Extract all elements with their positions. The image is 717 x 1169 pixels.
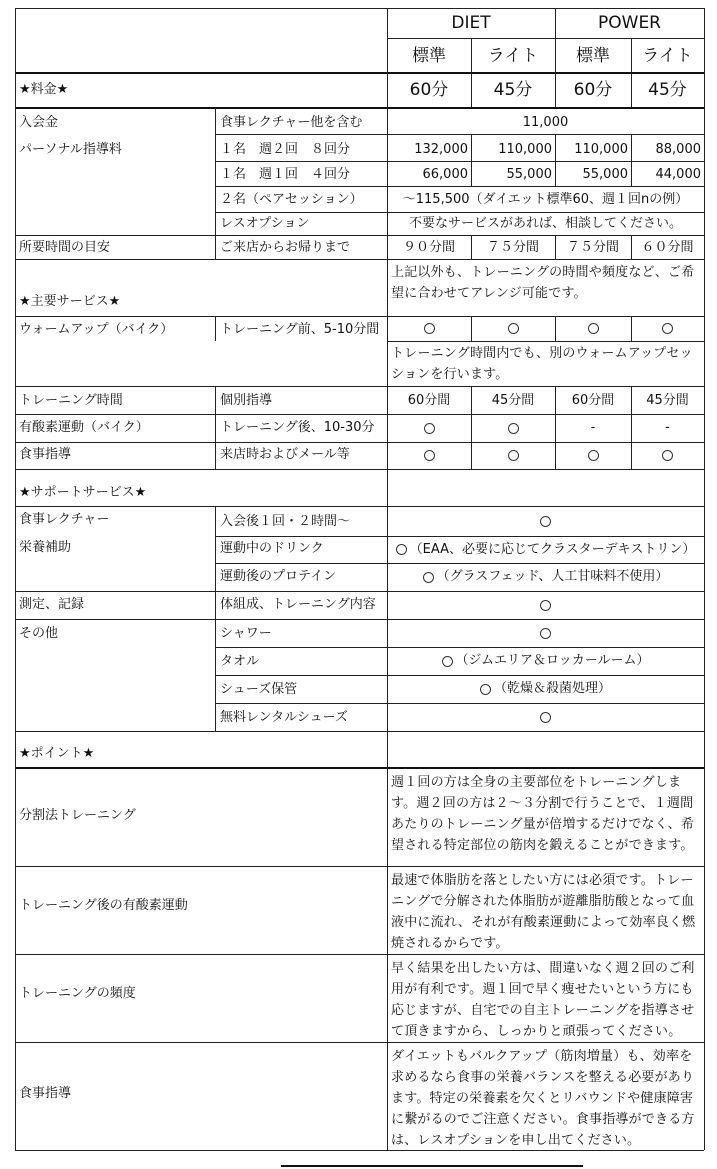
duration-guide-value: ９０分間 bbox=[402, 240, 455, 255]
rule bbox=[387, 38, 704, 39]
header-diet: DIET bbox=[451, 13, 491, 33]
rule bbox=[15, 386, 704, 387]
duration-guide-desc: ご来店からお帰りまで bbox=[220, 240, 351, 255]
rule bbox=[15, 414, 704, 415]
training-time-value: 60分間 bbox=[571, 393, 615, 408]
included-mark bbox=[471, 316, 555, 341]
training-time-value: 45分間 bbox=[646, 393, 689, 408]
duration-guide-value: ６０分間 bbox=[641, 240, 694, 255]
aerobic-label: 有酸素運動（バイク） bbox=[19, 420, 149, 435]
fee-value: 88,000 bbox=[655, 142, 701, 157]
warmup-note: トレーニング時間内でも、別のウォームアップセッションを行います。 bbox=[391, 346, 693, 382]
pair-session-desc: ２名（ペアセッション） bbox=[220, 192, 363, 207]
protein-value-cell bbox=[387, 563, 704, 591]
rule bbox=[215, 186, 704, 187]
included-mark bbox=[442, 656, 453, 667]
rule bbox=[15, 72, 704, 74]
drink-desc: 運動中のドリンク bbox=[220, 541, 324, 556]
towel-desc: タオル bbox=[220, 654, 260, 669]
aerobic-desc: トレーニング後、10-30分 bbox=[220, 420, 375, 435]
lecture-label: 食事レクチャー bbox=[19, 512, 110, 527]
fee-value: 110,000 bbox=[574, 142, 628, 157]
included-mark bbox=[387, 442, 471, 469]
fee-value: 55,000 bbox=[582, 167, 628, 182]
not-included-mark: - bbox=[665, 420, 670, 435]
header-diet-lite: ライト bbox=[487, 46, 539, 66]
rule bbox=[15, 767, 704, 769]
header-power-standard: 標準 bbox=[576, 46, 610, 66]
protein-desc: 運動後のプロテイン bbox=[220, 569, 337, 584]
nutrition-label: 栄養補助 bbox=[19, 540, 72, 555]
protein-value: （グラスフェッド、人工甘味料不使用） bbox=[436, 569, 669, 584]
rule bbox=[215, 107, 216, 135]
rental-shoes-desc: 無料レンタルシューズ bbox=[220, 710, 348, 725]
included-mark bbox=[480, 684, 491, 695]
measure-desc: 体組成、トレーニング内容 bbox=[220, 597, 376, 612]
shoes-value-cell bbox=[387, 675, 704, 703]
point-label: トレーニングの頻度 bbox=[19, 986, 136, 1001]
fee-value: 66,000 bbox=[422, 167, 468, 182]
included-mark bbox=[387, 703, 704, 731]
drink-value: （EAA、必要に応じてクラスターデキストリン） bbox=[409, 541, 696, 557]
point-text: 最速で体脂肪を落としたい方には必須です。トレーニングで分解された体脂肪が遊離脂肪酸となって血液中に流れ、それが有酸素運動によって効率良く燃焼されるからです。 bbox=[391, 873, 696, 951]
duration-diet-lite: 45分 bbox=[493, 80, 533, 100]
included-mark bbox=[555, 442, 631, 469]
rule bbox=[215, 134, 216, 235]
section-fee: ★料金★ bbox=[19, 82, 69, 97]
point-label: 食事指導 bbox=[19, 1086, 72, 1101]
included-mark bbox=[423, 572, 434, 583]
header-power: POWER bbox=[598, 13, 661, 33]
point-label: 分割法トレーニング bbox=[19, 808, 136, 823]
rule bbox=[215, 235, 216, 259]
included-mark bbox=[387, 506, 704, 536]
section-main-services: ★主要サービス★ bbox=[19, 294, 121, 309]
fee-value: 55,000 bbox=[506, 167, 552, 182]
measure-label: 測定、記録 bbox=[19, 597, 85, 612]
shoes-value: （乾燥＆殺菌処理） bbox=[493, 681, 611, 696]
section-points: ★ポイント★ bbox=[19, 746, 95, 761]
rule bbox=[15, 235, 704, 236]
rule bbox=[15, 866, 704, 867]
rule bbox=[215, 506, 216, 731]
diet-guidance-desc: 来店時およびメール等 bbox=[220, 447, 350, 462]
rule bbox=[387, 341, 704, 342]
included-mark bbox=[555, 316, 631, 341]
footer-divider bbox=[281, 1165, 583, 1167]
included-mark bbox=[387, 591, 704, 619]
duration-guide-label: 所要時間の目安 bbox=[19, 240, 111, 255]
price-table bbox=[15, 8, 704, 1150]
header-power-lite: ライト bbox=[642, 46, 693, 66]
rule bbox=[15, 1042, 704, 1043]
point-text: ダイエットもバルクアップ（筋肉増量）も、効率を求めるなら食事の栄養バランスを整える必要があります。特定の栄養素を欠くとリバウンドや健康障害に繋がるのでご注意ください。食事指導ができる方は、レスオプションを申し出てください。 bbox=[391, 1049, 695, 1148]
fee-value: 110,000 bbox=[498, 142, 552, 157]
warmup-desc: トレーニング前、5-10分間 bbox=[220, 322, 380, 337]
fee-row-desc: １名 週２回 ８回分 bbox=[220, 142, 351, 157]
shower-desc: シャワー bbox=[220, 626, 272, 641]
rule bbox=[215, 386, 216, 469]
training-time-value: 60分間 bbox=[407, 393, 451, 408]
fee-value: 132,000 bbox=[414, 142, 468, 157]
point-text: 週１回の方は全身の主要部位をトレーニングします。週２回の方は２〜３分割で行うことで、１週間あたりのトレーニング量が倍増するだけでなく、希望される特定部位の筋肉を鍛えることができます。 bbox=[391, 775, 695, 853]
duration-guide-value: ７５分間 bbox=[566, 240, 619, 255]
point-label: トレーニング後の有酸素運動 bbox=[19, 898, 188, 913]
lecture-desc: 入会後１回・２時間〜 bbox=[220, 514, 351, 529]
included-mark bbox=[387, 619, 704, 647]
duration-power-standard: 60分 bbox=[573, 80, 613, 100]
header-diet-standard: 標準 bbox=[412, 46, 446, 66]
rule bbox=[15, 731, 704, 732]
drink-value-cell bbox=[387, 536, 704, 563]
rule bbox=[15, 107, 704, 109]
included-mark bbox=[396, 544, 407, 555]
rule bbox=[215, 316, 216, 341]
entry-fee-label: 入会金 bbox=[19, 115, 59, 130]
training-time-label: トレーニング時間 bbox=[19, 393, 123, 408]
personal-fee-label: パーソナル指導料 bbox=[19, 142, 122, 157]
entry-fee-desc: 食事レクチャー他を含む bbox=[220, 115, 363, 130]
rule bbox=[15, 8, 16, 1150]
rule bbox=[15, 469, 704, 470]
not-included-mark: - bbox=[590, 420, 596, 435]
included-mark bbox=[631, 316, 704, 341]
warmup-label: ウォームアップ（バイク） bbox=[19, 322, 174, 337]
included-mark bbox=[631, 442, 704, 469]
less-option-value: 不要なサービスがあれば、相談してください。 bbox=[408, 216, 682, 231]
less-option-desc: レスオプション bbox=[220, 216, 310, 231]
included-mark bbox=[471, 414, 555, 442]
included-mark bbox=[471, 442, 555, 469]
pair-session-value: ～115,500（ダイエット標準60、週１回nの例） bbox=[402, 192, 689, 207]
towel-value: （ジムエリア＆ロッカールーム） bbox=[455, 653, 650, 668]
section-support-services: ★サポートサービス★ bbox=[19, 485, 147, 500]
fee-row-desc: １名 週１回 ４回分 bbox=[220, 167, 351, 182]
included-mark bbox=[387, 414, 471, 442]
rule bbox=[15, 954, 704, 955]
duration-power-lite: 45分 bbox=[648, 80, 687, 100]
fee-value: 44,000 bbox=[655, 167, 701, 182]
duration-diet-standard: 60分 bbox=[409, 80, 449, 100]
included-mark bbox=[387, 316, 471, 341]
arrangement-note: 上記以外も、トレーニングの時間や頻度など、ご希望に合わせてアレンジ可能です。 bbox=[391, 265, 695, 301]
rule bbox=[15, 8, 704, 9]
rule bbox=[215, 212, 704, 213]
point-text: 早く結果を出したい方は、間違いなく週２回のご利用が有利です。週１回で早く痩せたいという方にも応じますが、自宅での自主トレーニングを指導させて頂きますから、しっかりと頑張ってください。 bbox=[391, 961, 695, 1039]
duration-guide-value: ７５分間 bbox=[486, 240, 539, 255]
training-time-desc: 個別指導 bbox=[220, 393, 273, 408]
rule bbox=[15, 259, 704, 260]
rule bbox=[704, 8, 705, 1150]
entry-fee-value: 11,000 bbox=[522, 115, 569, 130]
shoes-desc: シューズ保管 bbox=[220, 682, 298, 697]
other-label: その他 bbox=[19, 626, 59, 641]
towel-value-cell bbox=[387, 647, 704, 675]
training-time-value: 45分間 bbox=[491, 393, 535, 408]
diet-guidance-label: 食事指導 bbox=[19, 447, 72, 462]
